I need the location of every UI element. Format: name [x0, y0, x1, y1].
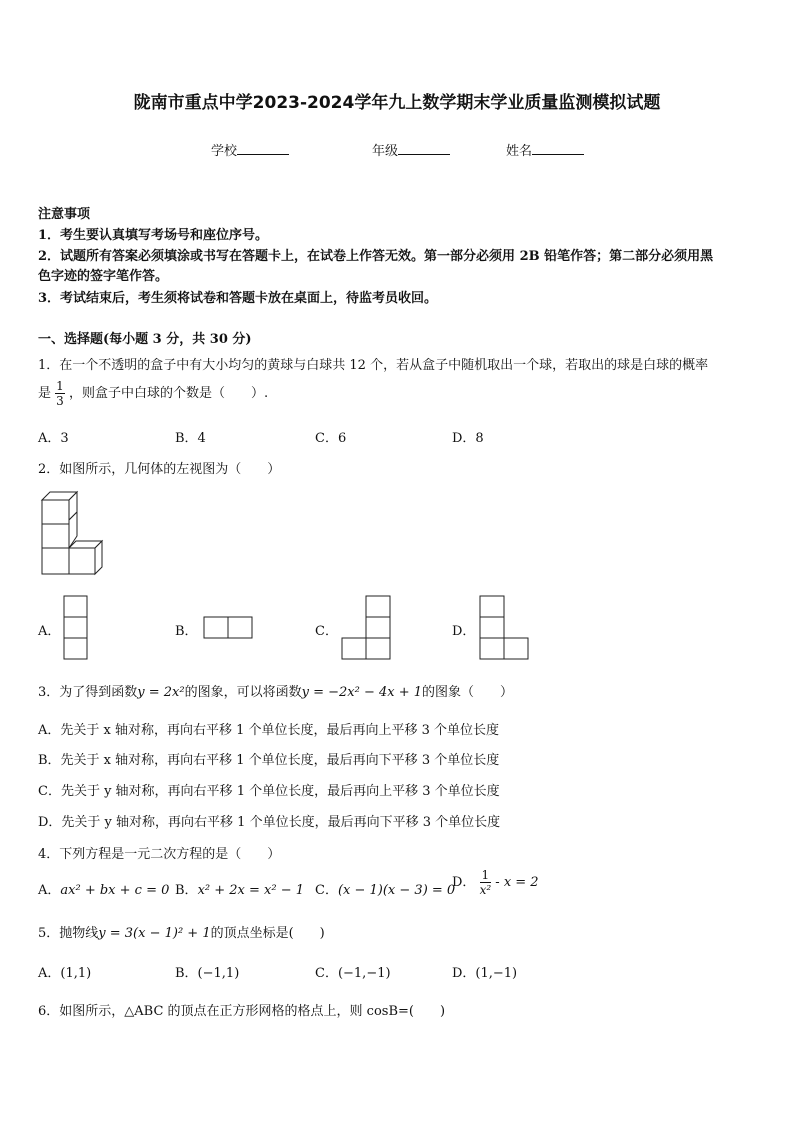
q5-post: 的顶点坐标是( )	[210, 926, 325, 941]
q5-pre: 5．抛物线	[38, 926, 99, 941]
q5-stem	[38, 922, 325, 941]
grid-cell	[64, 617, 87, 638]
grid-cell	[366, 617, 390, 638]
q2-option-b-figure[interactable]	[203, 616, 255, 640]
q1-option-a[interactable]: A．3	[38, 431, 69, 446]
q5-option-d[interactable]: D．(1,−1)	[452, 966, 518, 981]
grid-cell	[204, 617, 228, 638]
q1-option-b[interactable]: B．4	[175, 431, 206, 446]
page-title: 陇南市重点中学2023-2024学年九上数学期末学业质量监测模拟试题	[133, 93, 661, 113]
grid-cell	[228, 617, 252, 638]
q4-option-a-formula: ax² + bx + c = 0	[60, 883, 170, 898]
q4-option-d-frac-den: x²	[479, 883, 492, 897]
q4-option-c[interactable]	[315, 879, 455, 898]
q3-option-d[interactable]: D．先关于 y 轴对称，再向右平移 1 个单位长度，最后再向下平移 3 个单位长度	[38, 815, 501, 830]
q4-option-b[interactable]	[175, 879, 304, 898]
q2-cube-front	[42, 524, 69, 548]
notice-heading: 注意事项	[38, 207, 91, 222]
q2-solid-figure	[40, 490, 110, 580]
q1-pre: 是	[38, 386, 52, 401]
q1-post: ，则盒子中白球的个数是（ ）.	[68, 386, 269, 401]
q4-option-b-formula: x² + 2x = x² − 1	[197, 883, 304, 898]
q4-option-d-label: D．	[452, 875, 476, 890]
grid-cell	[64, 596, 87, 617]
q2-stem: 2．如图所示，几何体的左视图为（ ）	[38, 462, 281, 477]
q3-stem	[38, 681, 513, 700]
q3-source-function: y = −2x² − 4x + 1	[301, 685, 423, 700]
q2-cube-front	[42, 500, 69, 524]
grid-cell	[366, 596, 390, 617]
name-field[interactable]	[506, 140, 584, 159]
q5-formula: y = 3(x − 1)² + 1	[98, 926, 211, 941]
q3-target-function: y = 2x²	[137, 685, 185, 700]
q4-stem: 4．下列方程是一元二次方程的是（ ）	[38, 847, 281, 862]
q1-option-d[interactable]: D．8	[452, 431, 484, 446]
school-label: 学校	[211, 144, 238, 159]
q4-option-b-label: B．	[175, 883, 198, 898]
q1-stem-line2	[38, 380, 268, 407]
q5-option-c[interactable]: C．(−1,−1)	[315, 966, 391, 981]
q2-cube-front	[42, 548, 69, 574]
notice-item: 2．试题所有答案必须填涂或书写在答题卡上，在试卷上作答无效。第一部分必须用 2B 铅笔作答；第二部分必须用黑	[38, 249, 714, 264]
q4-option-d-fraction	[480, 869, 492, 896]
name-label: 姓名	[506, 144, 533, 159]
q4-option-d-rest: - x = 2	[495, 875, 539, 890]
q4-option-a[interactable]	[38, 879, 169, 898]
q4-option-c-formula: (x − 1)(x − 3) = 0	[337, 883, 456, 898]
q2-option-d-figure[interactable]	[479, 595, 531, 661]
q3-pre: 3．为了得到函数	[38, 685, 138, 700]
q1-frac-den: 3	[56, 394, 64, 408]
notice-item: 色字迹的签字笔作答。	[38, 269, 169, 284]
q4-option-a-label: A．	[38, 883, 61, 898]
q4-option-c-label: C．	[315, 883, 338, 898]
q2-option-d-label[interactable]: D．	[452, 624, 476, 639]
q1-option-c[interactable]: C．6	[315, 431, 347, 446]
q3-post: 的图象（ ）	[422, 685, 514, 700]
grid-cell	[480, 596, 504, 617]
grid-cell	[480, 638, 504, 659]
q2-option-b-label[interactable]: B．	[175, 624, 198, 639]
notice-item: 1．考生要认真填写考场号和座位序号。	[38, 228, 269, 243]
q3-mid: 的图象，可以将函数	[184, 685, 302, 700]
q4-option-d-frac-num: 1	[481, 868, 490, 882]
grid-cell	[342, 638, 366, 659]
q3-option-c[interactable]: C．先关于 y 轴对称，再向右平移 1 个单位长度，最后再向上平移 3 个单位长度	[38, 784, 500, 799]
name-blank[interactable]	[532, 142, 584, 155]
section-heading: 一、选择题(每小题 3 分，共 30 分)	[38, 332, 252, 347]
q2-cube-front	[69, 548, 95, 574]
grade-field[interactable]	[372, 140, 450, 159]
notice-item: 3．考试结束后，考生须将试卷和答题卡放在桌面上，待监考员收回。	[38, 291, 438, 306]
school-field[interactable]	[211, 140, 289, 159]
grid-cell	[504, 638, 528, 659]
q2-option-a-label[interactable]: A．	[38, 624, 61, 639]
q4-option-d[interactable]	[452, 869, 539, 896]
school-blank[interactable]	[237, 142, 289, 155]
q6-stem: 6．如图所示，△ABC 的顶点在正方形网格的格点上，则 cosB=( )	[38, 1004, 446, 1019]
grid-cell	[366, 638, 390, 659]
q5-option-b[interactable]: B．(−1,1)	[175, 966, 240, 981]
q2-option-a-figure[interactable]	[63, 595, 89, 661]
q5-option-a[interactable]: A．(1,1)	[38, 966, 92, 981]
grade-label: 年级	[372, 144, 399, 159]
q2-option-c-label[interactable]: C．	[315, 624, 338, 639]
q2-option-c-figure[interactable]	[341, 595, 393, 661]
grid-cell	[64, 638, 87, 659]
q3-option-b[interactable]: B．先关于 x 轴对称，再向右平移 1 个单位长度，最后再向下平移 3 个单位长度	[38, 753, 500, 768]
q1-fraction	[55, 380, 65, 407]
q3-option-a[interactable]: A．先关于 x 轴对称，再向右平移 1 个单位长度，最后再向上平移 3 个单位长度	[38, 723, 500, 738]
grid-cell	[480, 617, 504, 638]
grade-blank[interactable]	[398, 142, 450, 155]
q1-stem: 1．在一个不透明的盒子中有大小均匀的黄球与白球共 12 个，若从盒子中随机取出一个球，若取出的球是白球的概率	[38, 358, 709, 373]
q1-frac-num: 1	[56, 379, 64, 393]
